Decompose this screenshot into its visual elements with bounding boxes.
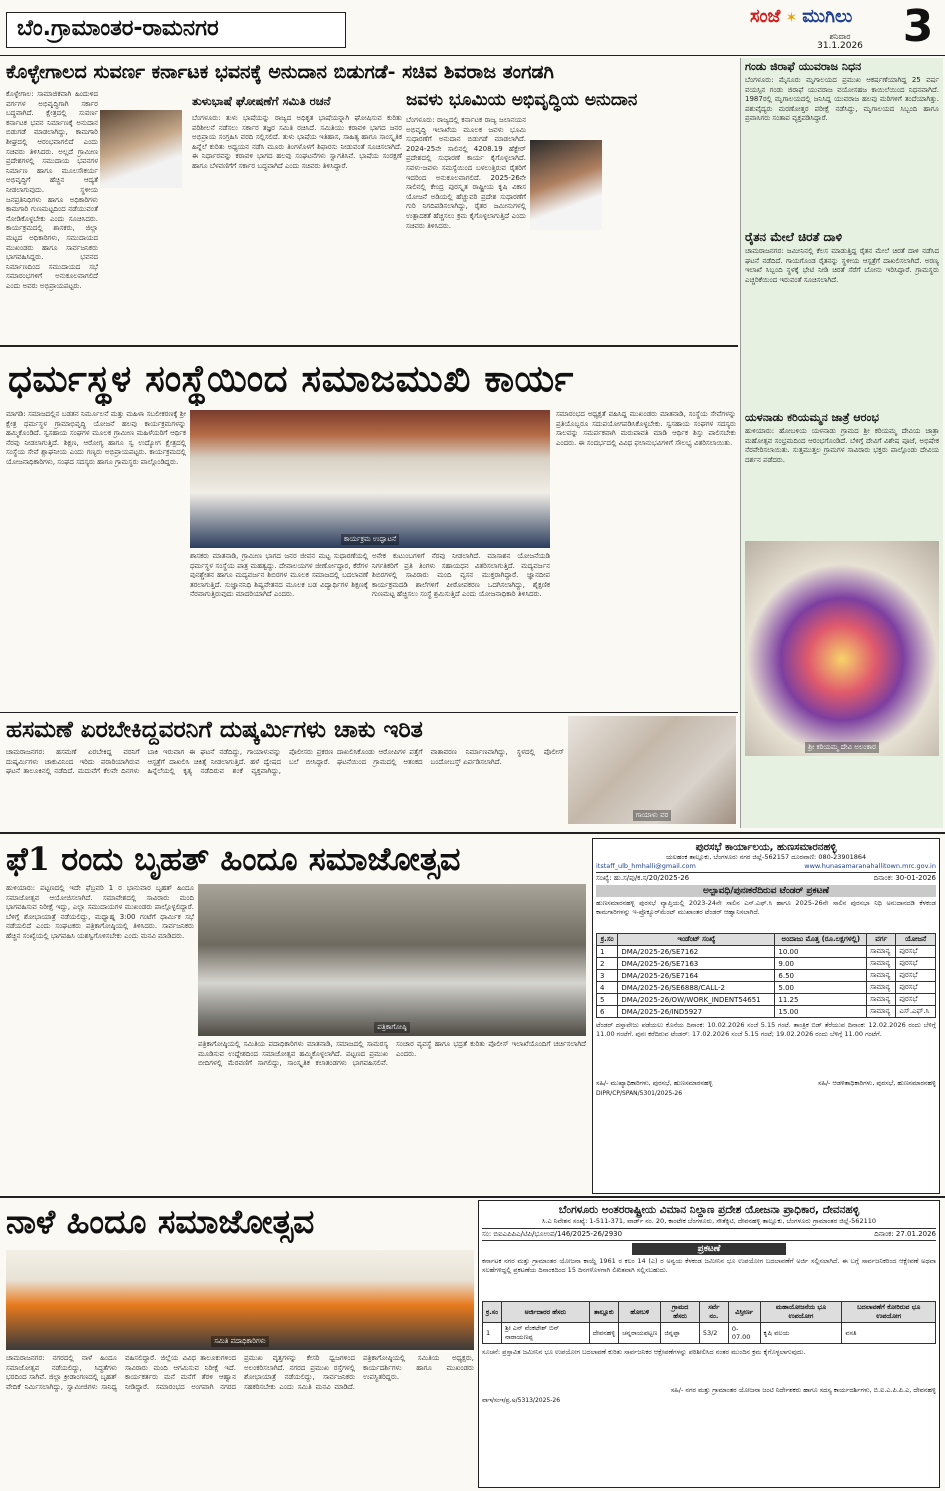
hasamane-photo-caption: ಗಾಯಾಳು ವರ: [633, 810, 672, 821]
table-cell: ಸಾಮಾನ್ಯ: [867, 994, 896, 1006]
table-cell: 1: [483, 1323, 502, 1344]
rule-dharma-top: [0, 345, 738, 347]
tender-schedule: ಟೆಂಡರ್ ದಸ್ತಾವೇಜು ಪಡೆಯಲು ಕೊನೆಯ ದಿನಾಂಕ: 10.02.2026 ಸಂಜೆ 5.15 ಗಂಟೆ. ತಾಂತ್ರಿಕ ಬಿಡ್ ತೆರೆಯುವ ದಿನಾಂಕ: 12.02.2026 ರಂದು ಬೆಳಿಗ್ಗೆ 11.00 ಗಂಟೆಗೆ. ಪುನಃ ಕರೆದಿರುವ ಟೆಂಡರ್: 17.02.2026 ಸಂಜೆ 5.15 ಗಂಟೆ; 19.02.2026 ರಂದು ಬೆಳಿಗ್ಗೆ 11.00 ಗಂಟೆಗೆ.: [596, 1021, 936, 1038]
lead-body-bottom: [6, 190, 188, 342]
table-cell: DMA/2025-26/IND5927: [618, 1006, 775, 1018]
airport-header-cell: ಕ್ರ.ಸಂ: [483, 1302, 502, 1323]
table-row: [597, 982, 936, 994]
logo: [750, 6, 890, 32]
table-cell: DMA/2025-26/SE6888/CALL-2: [618, 982, 775, 994]
tender-table-header: [597, 934, 936, 946]
table-cell: 9.00: [775, 958, 867, 970]
table-cell: ಸಾಮಾನ್ಯ: [867, 1006, 896, 1018]
lead-body: ಕೊಳ್ಳೇಗಾಲ: ಸಾಮಾಜಿಕವಾಗಿ ಹಿಂದುಳಿದ ವರ್ಗಗಳ ಅಭಿವೃದ್ಧಿಗಾಗಿ ಸರ್ಕಾರ ಬದ್ಧವಾಗಿದೆ. ಕ್ಷೇತ್ರದಲ್ಲಿ ಸುವರ್ಣ ಕರ್ನಾಟಕ ಭವನ ನಿರ್ಮಾಣಕ್ಕೆ ಅನುದಾನ ಬಿಡುಗಡೆ ಮಾಡಲಾಗಿದ್ದು, ಕಾಮಗಾರಿ ಶೀಘ್ರದಲ್ಲಿ ಆರಂಭವಾಗಲಿದೆ ಎಂದು ಸಚಿವರು ತಿಳಿಸಿದರು. ಅಲ್ಲದೆ ಗ್ರಾಮೀಣ ಪ್ರದೇಶಗಳಲ್ಲಿ ಸಮುದಾಯ ಭವನಗಳ ನಿರ್ಮಾಣ ಹಾಗೂ ಮೂಲಸೌಕರ್ಯ ಅಭಿವೃದ್ಧಿಗೆ ಹೆಚ್ಚಿನ ಆದ್ಯತೆ ನೀಡಲಾಗುವುದು. ಸ್ಥಳೀಯ ಜನಪ್ರತಿನಿಧಿಗಳು ಹಾಗೂ ಅಧಿಕಾರಿಗಳು ಕಾಮಗಾರಿ ಗುಣಮಟ್ಟದಿಂದ ನಡೆಯುವಂತೆ ನೋಡಿಕೊಳ್ಳಬೇಕು ಎಂದು ಸೂಚಿಸಿದರು. ಕಾರ್ಯಕ್ರಮದಲ್ಲಿ ಶಾಸಕರು, ಜಿಲ್ಲಾ ಮಟ್ಟದ ಅಧಿಕಾರಿಗಳು, ಸಮುದಾಯದ ಮುಖಂಡರು ಹಾಗೂ ಸಾರ್ವಜನಿಕರು ಭಾಗವಹಿಸಿದ್ದರು. ಭವನದ ನಿರ್ಮಾಣದಿಂದ ಸಮುದಾಯದ ಸಭೆ ಸಮಾರಂಭಗಳಿಗೆ ಅನುಕೂಲವಾಗಲಿದೆ ಎಂದು ಅವರು ಅಭಿಪ್ರಾಯಪಟ್ಟರು.: [6, 90, 98, 290]
dharmasthala-col4: ಸಮಾರಂಭದ ಅಧ್ಯಕ್ಷತೆ ವಹಿಸಿದ್ದ ಮುಖಂಡರು ಮಾತನಾಡಿ, ಸಂಸ್ಥೆಯ ಸೇವೆಗಳನ್ನು ಪ್ರತಿಯೊಬ್ಬರೂ ಸದುಪಯೋಗಪಡಿಸಿಕೊಳ್ಳಬೇಕು. ಸ್ವಸಹಾಯ ಸಂಘಗಳ ಸದಸ್ಯರು ಸಾಲವನ್ನು ಸಮರ್ಪಕವಾಗಿ ಮರುಪಾವತಿ ಮಾಡಿ ಆರ್ಥಿಕ ಶಿಸ್ತು ಪಾಲಿಸಬೇಕು ಎಂದರು. ಈ ಸಂದರ್ಭದಲ್ಲಿ ವಿವಿಧ ಫಲಾನುಭವಿಗಳಿಗೆ ಸೌಲಭ್ಯ ವಿತರಿಸಲಾಯಿತು.: [556, 410, 736, 447]
tender-sign2: ಸಹಿ/- ಆಡಳಿತಾಧಿಕಾರಿಗಳು, ಪುರಸಭೆ, ಹುಣಸಮಾರನಹಳ್ಳಿ: [818, 1079, 936, 1087]
dharmasthala-col2: ಶಾಸಕರು ಮಾತನಾಡಿ, ಗ್ರಾಮೀಣ ಭಾಗದ ಜನರ ಜೀವನ ಮಟ್ಟ ಸುಧಾರಣೆಯಲ್ಲಿ ಧರ್ಮಸ್ಥಳ ಸಂಸ್ಥೆಯ ಪಾತ್ರ ಮಹತ್ವದ್ದು. ದೇವಾಲಯಗಳ ಜೀರ್ಣೋದ್ಧಾರ, ಕೆರೆಗಳ ಪುನಶ್ಚೇತನ ಹಾಗೂ ಮದ್ಯವರ್ಜನ ಶಿಬಿರಗಳ ಮೂಲಕ ಸಮಾಜದಲ್ಲಿ ಬದಲಾವಣೆ ತರಲಾಗುತ್ತಿದೆ. ಸುಜ್ಞಾನನಿಧಿ ಶಿಷ್ಯವೇತನದ ಮೂಲಕ ಬಡ ವಿದ್ಯಾರ್ಥಿಗಳ ಶಿಕ್ಷಣಕ್ಕೆ ನೆರವಾಗುತ್ತಿರುವುದು ಮಾದರಿಯಾಗಿದೆ ಎಂದರು.: [190, 552, 368, 599]
feb1-photo-caption: ಪತ್ರಿಕಾಗೋಷ್ಠಿ: [374, 1022, 409, 1033]
airport-table-header: [483, 1302, 936, 1323]
airport-address: ಸಿ.ಎ ನಿವೇಶನ ಸಂಖ್ಯೆ: 1-511-371, ವಾರ್ಡ್ ನಂ. 20, ಕಾಂಟೇಕ ಬೆಂಗಳೂರು, ಸೌತೆಕ್ಸಿಟಿ, ದೇವನಹಳ್ಳಿ ತಾಲ್ಲೂಕು, ಬೆಂಗಳೂರು ಗ್ರಾಮಾಂತರ ಜಿಲ್ಲೆ-562110: [541, 1217, 876, 1225]
tulu-body: ಬೆಂಗಳೂರು: ತುಳು ಭಾಷೆಯನ್ನು ರಾಜ್ಯದ ಅಧಿಕೃತ ಭಾಷೆಯನ್ನಾಗಿ ಘೋಷಿಸುವ ಕುರಿತು ಪರಿಶೀಲನೆ ನಡೆಸಲು ಸರ್ಕಾರ ತಜ್ಞರ ಸಮಿತಿ ರಚಿಸಿದೆ. ಸಮಿತಿಯು ಕರಾವಳಿ ಭಾಗದ ಜನರ ಅಭಿಪ್ರಾಯ ಸಂಗ್ರಹಿಸಿ ವರದಿ ಸಲ್ಲಿಸಲಿದೆ. ತುಳು ಭಾಷೆಯ ಇತಿಹಾಸ, ಸಾಹಿತ್ಯ ಹಾಗೂ ಸಾಂಸ್ಕೃತಿಕ ಹಿನ್ನೆಲೆ ಕುರಿತು ಅಧ್ಯಯನ ನಡೆಸಿ ಮೂರು ತಿಂಗಳೊಳಗೆ ಶಿಫಾರಸು ನೀಡುವಂತೆ ಸೂಚಿಸಲಾಗಿದೆ. ಈ ನಿರ್ಧಾರವನ್ನು ಕರಾವಳಿ ಭಾಗದ ಹಲವು ಸಂಘಟನೆಗಳು ಸ್ವಾಗತಿಸಿವೆ. ಭಾಷೆಯ ಸಂರಕ್ಷಣೆ ಹಾಗೂ ಬೆಳವಣಿಗೆಗೆ ಸರ್ಕಾರ ಬದ್ಧವಾಗಿದೆ ಎಂದು ಸಚಿವರು ತಿಳಿಸಿದ್ದಾರೆ.: [192, 114, 402, 170]
tender-ref-no: ಸಂಖ್ಯೆ: ಹು.ಸ/ಪು/ಕ.ಸ/20/2025-26: [596, 874, 690, 882]
table-cell: DMA/2025-26/SE7164: [618, 970, 775, 982]
table-row: [597, 1006, 936, 1018]
airport-sign: ಸಹಿ/- ನಗರ ಮತ್ತು ಗ್ರಾಮಾಂತರ ಯೋಜನಾ ಜಂಟಿ ನಿರ್ದೇಶಕರು ಹಾಗೂ ಸದಸ್ಯ ಕಾರ್ಯದರ್ಶಿಗಳು, ಬಿ.ಐ.ಎ.ಪಿ.ಪಿ.ಎ, ದೇವನಹಳ್ಳಿ: [670, 1386, 936, 1394]
dharmasthala-headline: ಧರ್ಮಸ್ಥಳ ಸಂಸ್ಥೆಯಿಂದ ಸಮಾಜಮುಖಿ ಕಾರ್ಯ: [8, 356, 574, 400]
hasamane-body: ಚಾಮರಾಜನಗರ: ಹಸಮಣೆ ಏರಬೇಕಿದ್ದ ವರನಿಗೆ ದುಷ್ಕರ್ಮಿಗಳು ಚಾಕುವಿನಿಂದ ಇರಿದು ಪರಾರಿಯಾಗಿರುವ ಘಟನೆ ತಾಲೂಕಿನಲ್ಲಿ ನಡೆದಿದೆ. ಮದುವೆಗೆ ಕೆಲವೇ ದಿನಗಳು ಬಾಕಿ ಇರುವಾಗ ಈ ಘಟನೆ ನಡೆದಿದ್ದು, ಗಾಯಾಳುವನ್ನು ಆಸ್ಪತ್ರೆಗೆ ದಾಖಲಿಸಿ ಚಿಕಿತ್ಸೆ ನೀಡಲಾಗುತ್ತಿದೆ. ಹಳೆ ದ್ವೇಷದ ಹಿನ್ನೆಲೆಯಲ್ಲಿ ಕೃತ್ಯ ನಡೆದಿರುವ ಶಂಕೆ ವ್ಯಕ್ತವಾಗಿದ್ದು, ಪೊಲೀಸರು ಪ್ರಕರಣ ದಾಖಲಿಸಿಕೊಂಡು ಆರೋಪಿಗಳ ಪತ್ತೆಗೆ ಬಲೆ ಬೀಸಿದ್ದಾರೆ. ಘಟನೆಯಿಂದ ಗ್ರಾಮದಲ್ಲಿ ಆತಂಕದ ವಾತಾವರಣ ನಿರ್ಮಾಣವಾಗಿದ್ದು, ಸ್ಥಳದಲ್ಲಿ ಪೊಲೀಸ್ ಬಂದೋಬಸ್ತ್ ಏರ್ಪಡಿಸಲಾಗಿದೆ.: [6, 748, 564, 776]
masthead: [0, 0, 945, 54]
rule-feb1-top: [0, 832, 945, 834]
airport-notice-title: ಪ್ರಕಟಣೆ: [632, 1243, 786, 1255]
dharmasthala-photo-caption: ಕಾರ್ಯಕ್ರಮ ಉದ್ಘಾಟನೆ: [341, 534, 399, 545]
tender-ad: [592, 838, 940, 1194]
logo-mugilu: ಮುಗಿಲು: [802, 6, 853, 27]
table-cell: ಪುರಸಭೆ: [896, 958, 936, 970]
dharmasthala-col1: ಮಾಗಡಿ: ಸಮಾಜದಲ್ಲಿನ ಬಡತನ ನಿರ್ಮೂಲನೆ ಮತ್ತು ಮಹಿಳಾ ಸಬಲೀಕರಣಕ್ಕೆ ಶ್ರೀ ಕ್ಷೇತ್ರ ಧರ್ಮಸ್ಥಳ ಗ್ರಾಮಾಭಿವೃದ್ಧಿ ಯೋಜನೆ ಹಲವು ಕಾರ್ಯಕ್ರಮಗಳನ್ನು ಹಮ್ಮಿಕೊಂಡಿದೆ. ಸ್ವಸಹಾಯ ಸಂಘಗಳ ಮೂಲಕ ಗ್ರಾಮೀಣ ಮಹಿಳೆಯರಿಗೆ ಆರ್ಥಿಕ ನೆರವು ನೀಡಲಾಗುತ್ತಿದೆ. ಶಿಕ್ಷಣ, ಆರೋಗ್ಯ ಹಾಗೂ ಸ್ವ ಉದ್ಯೋಗ ಕ್ಷೇತ್ರದಲ್ಲಿ ಸಂಸ್ಥೆಯ ಸೇವೆ ಶ್ಲಾಘನೀಯ ಎಂದು ಗಣ್ಯರು ಅಭಿಪ್ರಾಯಪಟ್ಟರು. ಕಾರ್ಯಕ್ರಮದಲ್ಲಿ ಯೋಜನಾಧಿಕಾರಿಗಳು, ಸಂಘದ ಸದಸ್ಯರು ಹಾಗೂ ಗ್ರಾಮಸ್ಥರು ಪಾಲ್ಗೊಂಡಿದ್ದರು.: [6, 410, 186, 466]
airport-header-cell: ಸರ್ವೆ ನಂ.: [699, 1302, 728, 1323]
feb1-col2: ಪತ್ರಿಕಾಗೋಷ್ಠಿಯಲ್ಲಿ ಸಮಿತಿಯ ಪದಾಧಿಕಾರಿಗಳು ಮಾತನಾಡಿ, ಸಮಾಜದಲ್ಲಿ ಸಾಮರಸ್ಯ ಮೂಡಿಸುವ ಉದ್ದೇಶದಿಂದ ಸಮಾಜೋತ್ಸವ ಹಮ್ಮಿಕೊಳ್ಳಲಾಗಿದೆ. ಪಟ್ಟಣದ ಪ್ರಮುಖ ಬೀದಿಗಳಲ್ಲಿ ಮೆರವಣಿಗೆ ಸಾಗಲಿದ್ದು, ಸಾಂಸ್ಕೃತಿಕ ಕಲಾತಂಡಗಳು ಭಾಗವಹಿಸಲಿವೆ. ಸಂಚಾರ ವ್ಯವಸ್ಥೆ ಹಾಗೂ ಭದ್ರತೆ ಕುರಿತು ಪೊಲೀಸ್ ಇಲಾಖೆಯೊಂದಿಗೆ ಚರ್ಚಿಸಲಾಗಿದೆ ಎಂದರು.: [198, 1040, 586, 1068]
airport-header-cell: ಅರ್ಜಿದಾರರ ಹೆಸರು: [502, 1302, 590, 1323]
tender-header-cell: ಕ್ರ.ಸಂ: [597, 934, 618, 946]
table-cell: 10.00: [775, 946, 867, 958]
giraffe-body: ಬೆಂಗಳೂರು: ಮೈಸೂರು ಮೃಗಾಲಯದ ಪ್ರಮುಖ ಆಕರ್ಷಣೆಯಾಗಿದ್ದ 25 ವರ್ಷ ವಯಸ್ಸಿನ ಗಂಡು ಜಿರಾಫೆ ಯುವರಾಜ ವಯೋಸಹಜ ಕಾಯಿಲೆಯಿಂದ ನಿಧನವಾಗಿದೆ. 1987ರಲ್ಲಿ ಮೃಗಾಲಯದಲ್ಲಿ ಜನಿಸಿದ್ದ ಯುವರಾಜ ಹಲವು ಮರಿಗಳಿಗೆ ತಂದೆಯಾಗಿತ್ತು. ಪಶುವೈದ್ಯರು ಮರಣೋತ್ತರ ಪರೀಕ್ಷೆ ನಡೆಸಿದ್ದು, ಮೃಗಾಲಯದ ಸಿಬ್ಬಂದಿ ಹಾಗೂ ಪ್ರವಾಸಿಗರು ಸಂತಾಪ ವ್ಯಕ್ತಪಡಿಸಿದ್ದಾರೆ.: [745, 76, 939, 123]
land-body-col2: [606, 116, 736, 342]
hasamane-headline: ಹಸಮಣೆ ಏರಬೇಕಿದ್ದವರನಿಗೆ ದುಷ್ಕರ್ಮಿಗಳು ಚಾಕು ಇರಿತ: [6, 716, 423, 743]
tender-table: [596, 933, 936, 1018]
issue-day: ಶನಿವಾರ: [829, 32, 851, 41]
top-rule: [0, 55, 945, 56]
lead-headline: ಕೊಳ್ಳೇಗಾಲದ ಸುವರ್ಣ ಕರ್ನಾಟಕ ಭವನಕ್ಕೆ ಅನುದಾನ ಬಿಡುಗಡೆ- ಸಚಿವ ಶಿವರಾಜ ತಂಗಡಗಿ: [6, 61, 554, 83]
table-cell: ಪುರಸಭೆ: [896, 946, 936, 958]
hasamane-photo: [568, 716, 736, 824]
airport-ref-row: [482, 1228, 936, 1241]
leopard-body: ಚಾಮರಾಜನಗರ: ಜಮೀನಿನಲ್ಲಿ ಕೆಲಸ ಮಾಡುತ್ತಿದ್ದ ರೈತನ ಮೇಲೆ ಚಿರತೆ ದಾಳಿ ನಡೆಸಿದ ಘಟನೆ ನಡೆದಿದೆ. ಗಾಯಗೊಂಡ ರೈತನನ್ನು ಸ್ಥಳೀಯ ಆಸ್ಪತ್ರೆಗೆ ದಾಖಲಿಸಲಾಗಿದೆ. ಅರಣ್ಯ ಇಲಾಖೆ ಸಿಬ್ಬಂದಿ ಸ್ಥಳಕ್ಕೆ ಭೇಟಿ ನೀಡಿ ಚಿರತೆ ಸೆರೆಗೆ ಬೋನು ಇರಿಸಿದ್ದಾರೆ. ಗ್ರಾಮಸ್ಥರು ಎಚ್ಚರಿಕೆಯಿಂದ ಇರುವಂತೆ ಸೂಚಿಸಲಾಗಿದೆ.: [745, 247, 939, 284]
fair-headline: ಯಳನಾಡು ಕರಿಯಮ್ಮನ ಜಾತ್ರೆ ಆರಂಭ: [745, 411, 879, 424]
fair-body: ಹುಳಿಯಾರು: ಹೋಬಳಿಯ ಯಳನಾಡು ಗ್ರಾಮದ ಶ್ರೀ ಕರಿಯಮ್ಮ ದೇವಿಯ ಜಾತ್ರಾ ಮಹೋತ್ಸವ ಸಂಭ್ರಮದಿಂದ ಆರಂಭಗೊಂಡಿದೆ. ಬೆಳಿಗ್ಗೆ ದೇವಿಗೆ ವಿಶೇಷ ಪೂಜೆ, ಅಭಿಷೇಕ ನೆರವೇರಿಸಲಾಯಿತು. ಸುತ್ತಮುತ್ತಲ ಗ್ರಾಮಗಳ ಸಾವಿರಾರು ಭಕ್ತರು ಪಾಲ್ಗೊಂಡು ದೇವಿಯ ದರ್ಶನ ಪಡೆದರು.: [745, 427, 939, 464]
tender-signatures: [596, 1079, 936, 1088]
issue-date: 31.1.2026: [817, 41, 863, 51]
table-cell: 2: [597, 958, 618, 970]
tender-contact-row: [596, 862, 936, 870]
tender-ref-date: ದಿನಾಂಕ: 30-01-2026: [873, 874, 936, 882]
table-cell: 53/2: [699, 1323, 728, 1344]
table-cell: ಕೃಷಿ ವಲಯ: [760, 1323, 842, 1344]
table-cell: ಚನ್ನರಾಯಪಟ್ಟಣ: [619, 1323, 661, 1344]
airport-ad: [478, 1200, 940, 1488]
table-cell: 3: [597, 970, 618, 982]
sidebar: [740, 58, 943, 828]
table-cell: 11.25: [775, 994, 867, 1006]
airport-body: ಕರ್ನಾಟಕ ನಗರ ಮತ್ತು ಗ್ರಾಮಾಂತರ ಯೋಜನಾ ಕಾಯ್ದೆ 1961 ರ ಕಲಂ 14 (ಎ) ರ ಅನ್ವಯ ಕೆಳಕಂಡ ಜಮೀನಿನ ಭೂ ಉಪಯೋಗ ಬದಲಾವಣೆಗೆ ಅರ್ಜಿ ಸಲ್ಲಿಸಲಾಗಿದೆ. ಈ ಬಗ್ಗೆ ಸಾರ್ವಜನಿಕರಿಂದ ಆಕ್ಷೇಪಣೆ ಅಥವಾ ಸಲಹೆಗಳಿದ್ದಲ್ಲಿ ಪ್ರಕಟಣೆಯ ದಿನಾಂಕದಿಂದ 15 ದಿನಗಳೊಳಗಾಗಿ ಲಿಖಿತವಾಗಿ ಸಲ್ಲಿಸಬಹುದು.: [482, 1257, 936, 1274]
table-cell: ಶ್ರೀ ಎನ್ ವೆಂಕಟೇಶ್ ಬಿನ್ ನಾರಾಯಣಪ್ಪ: [502, 1323, 590, 1344]
table-cell: 5.00: [775, 982, 867, 994]
airport-header-cell: ಗ್ರಾಮದ ಹೆಸರು: [661, 1302, 699, 1323]
tender-header-cell: ವರ್ಗ: [867, 934, 896, 946]
table-cell: 4: [597, 982, 618, 994]
table-row: [597, 994, 936, 1006]
airport-code: ವಾಇ/ಸಂಇ/ಪ್ರ.ಅ/5313/2025-26: [482, 1397, 561, 1404]
land-body: ಬೆಂಗಳೂರು: ರಾಜ್ಯದಲ್ಲಿ ಕರ್ನಾಟಕ ರಾಜ್ಯ ಜಲಾನಯನ ಅಭಿವೃದ್ಧಿ ಇಲಾಖೆಯ ಮೂಲಕ ಜವಳು ಭೂಮಿ ಸುಧಾರಣೆಗೆ ಅನುದಾನ ಬಿಡುಗಡೆ ಮಾಡಲಾಗಿದೆ. 2024-25ನೇ ಸಾಲಿನಲ್ಲಿ 4208.19 ಹೆಕ್ಟೇರ್ ಪ್ರದೇಶದಲ್ಲಿ ಸುಧಾರಣೆ ಕಾರ್ಯ ಕೈಗೊಳ್ಳಲಾಗಿದೆ. ಸವಳು-ಜವಳು ಸಮಸ್ಯೆಯಿಂದ ಬಳಲುತ್ತಿರುವ ರೈತರಿಗೆ ಇದರಿಂದ ಅನುಕೂಲವಾಗಲಿದೆ. 2025-26ನೇ ಸಾಲಿನಲ್ಲಿ ಕೇಂದ್ರ ಪುರಸ್ಕೃತ ರಾಷ್ಟ್ರೀಯ ಕೃಷಿ ವಿಕಾಸ ಯೋಜನೆ ಅಡಿಯಲ್ಲಿ ಹೆಚ್ಚುವರಿ ಪ್ರದೇಶ ಸುಧಾರಣೆಗೆ ಗುರಿ ನಿಗದಿಪಡಿಸಲಾಗಿದ್ದು, ರೈತರ ಜಮೀನುಗಳಲ್ಲಿ ಉತ್ಪಾದಕತೆ ಹೆಚ್ಚಿಸಲು ಕ್ರಮ ಕೈಗೊಳ್ಳಲಾಗುತ್ತಿದೆ ಎಂದು ಸಚಿವರು ತಿಳಿಸಿದರು.: [406, 116, 526, 230]
table-cell: DMA/2025-26/OW/WORK_INDENT54651: [618, 994, 775, 1006]
page-number: 3: [902, 2, 934, 52]
tender-header-cell: ಅಂದಾಜು ಮೊತ್ತ (ರೂ.ಲಕ್ಷಗಳಲ್ಲಿ): [775, 934, 867, 946]
land-headline: ಜವಳು ಭೂಮಿಯ ಅಭಿವೃದ್ಧಿಯ ಅನುದಾನ: [406, 90, 638, 110]
tender-title: ಅಲ್ಪಾವಧಿ/ಪುನಃಕರೆದಿರುವ ಟೆಂಡರ್ ಪ್ರಕಟಣೆ: [596, 885, 936, 897]
tender-code: DIPR/CP/SPAN/5301/2025-26: [596, 1090, 683, 1097]
tulu-headline: ತುಳುಭಾಷೆ ಘೋಷಣೆಗೆ ಸಮಿತಿ ರಚನೆ: [192, 94, 331, 108]
table-cell: 6.50: [775, 970, 867, 982]
feb1-col1: ಹುಳಿಯಾರು: ಪಟ್ಟಣದಲ್ಲಿ ಇದೇ ಫೆಬ್ರವರಿ 1 ರ ಭಾನುವಾರ ಬೃಹತ್ ಹಿಂದೂ ಸಮಾಜೋತ್ಸವ ಆಯೋಜಿಸಲಾಗಿದೆ. ಸಮಾವೇಶದಲ್ಲಿ ಸಾವಿರಾರು ಮಂದಿ ಭಾಗವಹಿಸುವ ನಿರೀಕ್ಷೆ ಇದ್ದು, ಎಲ್ಲಾ ಸಮುದಾಯಗಳ ಮುಖಂಡರು ಪಾಲ್ಗೊಳ್ಳಲಿದ್ದಾರೆ. ಬೆಳಿಗ್ಗೆ ಶೋಭಾಯಾತ್ರೆ ನಡೆಯಲಿದ್ದು, ಮಧ್ಯಾಹ್ನ 3:00 ಗಂಟೆಗೆ ಧಾರ್ಮಿಕ ಸಭೆ ನಡೆಯಲಿದೆ ಎಂದು ಸಂಘಟಕರು ಪತ್ರಿಕಾಗೋಷ್ಠಿಯಲ್ಲಿ ತಿಳಿಸಿದರು. ಸಾರ್ವಜನಿಕರು ಹೆಚ್ಚಿನ ಸಂಖ್ಯೆಯಲ್ಲಿ ಭಾಗವಹಿಸಿ ಯಶಸ್ವಿಗೊಳಿಸಬೇಕು ಎಂದು ಮನವಿ ಮಾಡಿದರು.: [6, 884, 194, 940]
table-cell: DMA/2025-26/SE7162: [618, 946, 775, 958]
table-cell: ಪುರಸಭೆ: [896, 982, 936, 994]
giraffe-headline: ಗಂಡು ಜಿರಾಫೆ ಯುವರಾಜ ನಿಧನ: [745, 60, 862, 73]
table-cell: ಪುರಸಭೆ: [896, 994, 936, 1006]
nale-headline: ನಾಳೆ ಹಿಂದೂ ಸಮಾಜೋತ್ಸವ: [6, 1202, 315, 1241]
tender-office: ಪುರಸಭೆ ಕಾರ್ಯಾಲಯ, ಹುಣಸಮಾರನಹಳ್ಳಿ: [695, 842, 837, 853]
table-cell: ವಸತಿ: [842, 1323, 936, 1344]
table-cell: ಪುರಸಭೆ: [896, 970, 936, 982]
section-label: ಬೆಂ.ಗ್ರಾಮಾಂತರ-ರಾಮನಗರ: [17, 16, 219, 41]
rule-hasamane-top: [0, 712, 738, 713]
lead-minister-photo: [100, 110, 182, 188]
table-cell: ದೇವನಹಳ್ಳಿ: [589, 1323, 619, 1344]
airport-footer: ಸೂಚನೆ: ಪ್ರಸ್ತಾವಿತ ಜಮೀನಿನ ಭೂ ಉಪಯೋಗ ಬದಲಾವಣೆ ಕುರಿತು ಸಾರ್ವಜನಿಕರ ಆಕ್ಷೇಪಣೆಗಳನ್ನು ಪರಿಶೀಲಿಸಿದ ನಂತರ ಮುಂದಿನ ಕ್ರಮ ಕೈಗೊಳ್ಳಲಾಗುವುದು.: [482, 1348, 806, 1356]
table-row: [597, 970, 936, 982]
feb1-photo: [198, 884, 586, 1036]
feb1-headline: ಫೆ1 ರಂದು ಬೃಹತ್ ಹಿಂದೂ ಸಮಾಜೋತ್ಸವ: [6, 840, 461, 878]
section-label-box: [6, 12, 346, 48]
table-cell: 0-07.00: [728, 1323, 760, 1344]
table-row: [597, 946, 936, 958]
tender-table-body: [597, 946, 936, 1018]
table-cell: 15.00: [775, 1006, 867, 1018]
fair-photo-caption: ಶ್ರೀ ಕರಿಯಮ್ಮ ದೇವಿ ಅಲಂಕಾರ: [805, 742, 879, 753]
logo-sanje: ಸಂಜೆ: [750, 6, 781, 27]
tender-address: ಯಲಹಂಕ ತಾಲ್ಲೂಕು, ಬೆಂಗಳೂರು ನಗರ ಜಿಲ್ಲೆ-562157 ದೂರವಾಣಿ: 080-23901864: [665, 853, 867, 861]
table-cell: ಎಸ್.ಎಫ್.ಸಿ: [896, 1006, 936, 1018]
airport-title: ಬೆಂಗಳೂರು ಅಂತರರಾಷ್ಟ್ರೀಯ ವಿಮಾನ ನಿಲ್ದಾಣ ಪ್ರದೇಶ ಯೋಜನಾ ಪ್ರಾಧಿಕಾರ, ದೇವನಹಳ್ಳಿ: [558, 1204, 860, 1216]
airport-table-row: [483, 1323, 936, 1344]
tender-header-cell: ಯೋಜನೆ: [896, 934, 936, 946]
airport-header-cell: ಬದಲಾವಣೆಗೆ ಕೋರಿರುವ ಭೂ ಉಪಯೋಗ: [842, 1302, 936, 1323]
table-cell: DMA/2025-26/SE7163: [618, 958, 775, 970]
table-cell: ಸಾಮಾನ್ಯ: [867, 982, 896, 994]
tender-sign1: ಸಹಿ/- ಮುಖ್ಯಾಧಿಕಾರಿಗಳು, ಪುರಸಭೆ, ಹುಣಸಮಾರನಹಳ್ಳಿ: [596, 1079, 713, 1087]
airport-table: [482, 1301, 936, 1344]
airport-ref-no: ಸಂ: ಬಿಐಎಪಿಪಿಎ/ಟಿಪಿ/ಭೂಉಪ/146/2025-26/2930: [482, 1230, 623, 1238]
tender-ref-row: [596, 872, 936, 883]
table-cell: ಸಾಮಾನ್ಯ: [867, 970, 896, 982]
dharmasthala-photo: [190, 410, 550, 548]
table-cell: ಸಾಮಾನ್ಯ: [867, 958, 896, 970]
nale-photo: [6, 1250, 474, 1350]
table-cell: ಸಾಮಾನ್ಯ: [867, 946, 896, 958]
nale-body: ಚಾಮರಾಜನಗರ: ನಗರದಲ್ಲಿ ನಾಳೆ ಹಿಂದೂ ಸಮಾಜೋತ್ಸವ ನಡೆಯಲಿದ್ದು, ಸಿದ್ಧತೆಗಳು ಭರದಿಂದ ಸಾಗಿವೆ. ಜಿಲ್ಲಾ ಕ್ರೀಡಾಂಗಣದಲ್ಲಿ ಬೃಹತ್ ವೇದಿಕೆ ನಿರ್ಮಿಸಲಾಗಿದ್ದು, ಸ್ವಾಮೀಜಿಗಳು ಸಾನಿಧ್ಯ ವಹಿಸಲಿದ್ದಾರೆ. ಜಿಲ್ಲೆಯ ವಿವಿಧ ತಾಲೂಕುಗಳಿಂದ ಸಾವಿರಾರು ಮಂದಿ ಆಗಮಿಸುವ ನಿರೀಕ್ಷೆ ಇದೆ. ಕಾರ್ಯಕರ್ತರು ಮನೆ ಮನೆಗೆ ತೆರಳಿ ಆಹ್ವಾನ ನೀಡಿದ್ದಾರೆ. ಸಮಾರಂಭದ ಅಂಗವಾಗಿ ನಗರದ ಪ್ರಮುಖ ವೃತ್ತಗಳನ್ನು ಕೇಸರಿ ಧ್ವಜಗಳಿಂದ ಅಲಂಕರಿಸಲಾಗಿದೆ. ನಗರದ ಪ್ರಮುಖ ರಸ್ತೆಗಳಲ್ಲಿ ಶೋಭಾಯಾತ್ರೆ ನಡೆಯಲಿದ್ದು, ಸಾರ್ವಜನಿಕರು ಸಹಕರಿಸಬೇಕು ಎಂದು ಸಮಿತಿ ಮನವಿ ಮಾಡಿದೆ. ಪತ್ರಿಕಾಗೋಷ್ಠಿಯಲ್ಲಿ ಸಮಿತಿಯ ಅಧ್ಯಕ್ಷರು, ಕಾರ್ಯದರ್ಶಿಗಳು ಹಾಗೂ ಮುಖಂಡರು ಉಪಸ್ಥಿತರಿದ್ದರು.: [6, 1354, 474, 1391]
tender-email[interactable]: itstaff_ulb_hmhalli@gmail.com: [596, 862, 696, 870]
land-minister-photo: [530, 140, 602, 230]
tender-intro: ಹುಣಸಮಾರನಹಳ್ಳಿ ಪುರಸಭೆ ವ್ಯಾಪ್ತಿಯಲ್ಲಿ 2023-24ನೇ ಸಾಲಿನ ಎಸ್.ಎಫ್.ಸಿ ಹಾಗೂ 2025-26ನೇ ಸಾಲಿನ ಪುರಸಭಾ ನಿಧಿ ಅನುದಾನದಡಿ ಕೆಳಕಂಡ ಕಾಮಗಾರಿಗಳನ್ನು ಇ-ಪ್ರೊಕ್ಯೂರ್‌ಮೆಂಟ್ ಮುಖಾಂತರ ಟೆಂಡರ್ ಆಹ್ವಾನಿಸಲಾಗಿದೆ.: [596, 899, 936, 916]
table-cell: 5: [597, 994, 618, 1006]
table-row: [597, 958, 936, 970]
dharmasthala-col3: ಅನೇಕ ಕುಟುಂಬಗಳಿಗೆ ನೆರವು ನೀಡಲಾಗಿದೆ. ಮಾಸಾಶನ ಯೋಜನೆಯಡಿ ನಿರ್ಗತಿಕರಿಗೆ ಪ್ರತಿ ತಿಂಗಳು ಸಹಾಯಧನ ವಿತರಿಸಲಾಗುತ್ತಿದೆ. ಮದ್ಯವರ್ಜನ ಶಿಬಿರಗಳಲ್ಲಿ ಸಾವಿರಾರು ಮಂದಿ ವ್ಯಸನ ಮುಕ್ತರಾಗಿದ್ದಾರೆ. ಜ್ಞಾನದೀಪ ಕಾರ್ಯಕ್ರಮದಡಿ ಶಾಲೆಗಳಿಗೆ ಪೀಠೋಪಕರಣ ಒದಗಿಸಲಾಗಿದ್ದು, ಶೈಕ್ಷಣಿಕ ಗುಣಮಟ್ಟ ಹೆಚ್ಚಿಸಲು ಸಂಸ್ಥೆ ಶ್ರಮಿಸುತ್ತಿದೆ ಎಂದು ಯೋಜನಾಧಿಕಾರಿ ತಿಳಿಸಿದರು.: [372, 552, 550, 599]
airport-header-cell: ಹೋಬಳಿ: [619, 1302, 661, 1323]
tender-website[interactable]: www.hunasamaranahallitown.mrc.gov.in: [804, 862, 936, 870]
leopard-headline: ರೈತನ ಮೇಲೆ ಚಿರತೆ ದಾಳಿ: [745, 230, 843, 244]
nale-photo-caption: ಸಮಿತಿ ಪದಾಧಿಕಾರಿಗಳು: [211, 1336, 268, 1347]
fair-deity-photo: [745, 541, 939, 756]
table-cell: ಜಿನ್ನಪ್ಪಾ: [661, 1323, 699, 1344]
tender-header-cell: ಇಂಡೆಂಟ್ ಸಂಖ್ಯೆ: [618, 934, 775, 946]
airport-header-cell: ವಿಸ್ತೀರ್ಣ: [728, 1302, 760, 1323]
airport-header-cell: ಮಹಾಯೋಜನೆಯ ಭೂ ಉಪಯೋಗ: [760, 1302, 842, 1323]
table-cell: 6: [597, 1006, 618, 1018]
logo-star-icon: ✶: [785, 10, 798, 26]
airport-ref-date: ದಿನಾಂಕ: 27.01.2026: [874, 1230, 936, 1238]
airport-header-cell: ತಾಲ್ಲೂಕು: [589, 1302, 619, 1323]
table-cell: 1: [597, 946, 618, 958]
